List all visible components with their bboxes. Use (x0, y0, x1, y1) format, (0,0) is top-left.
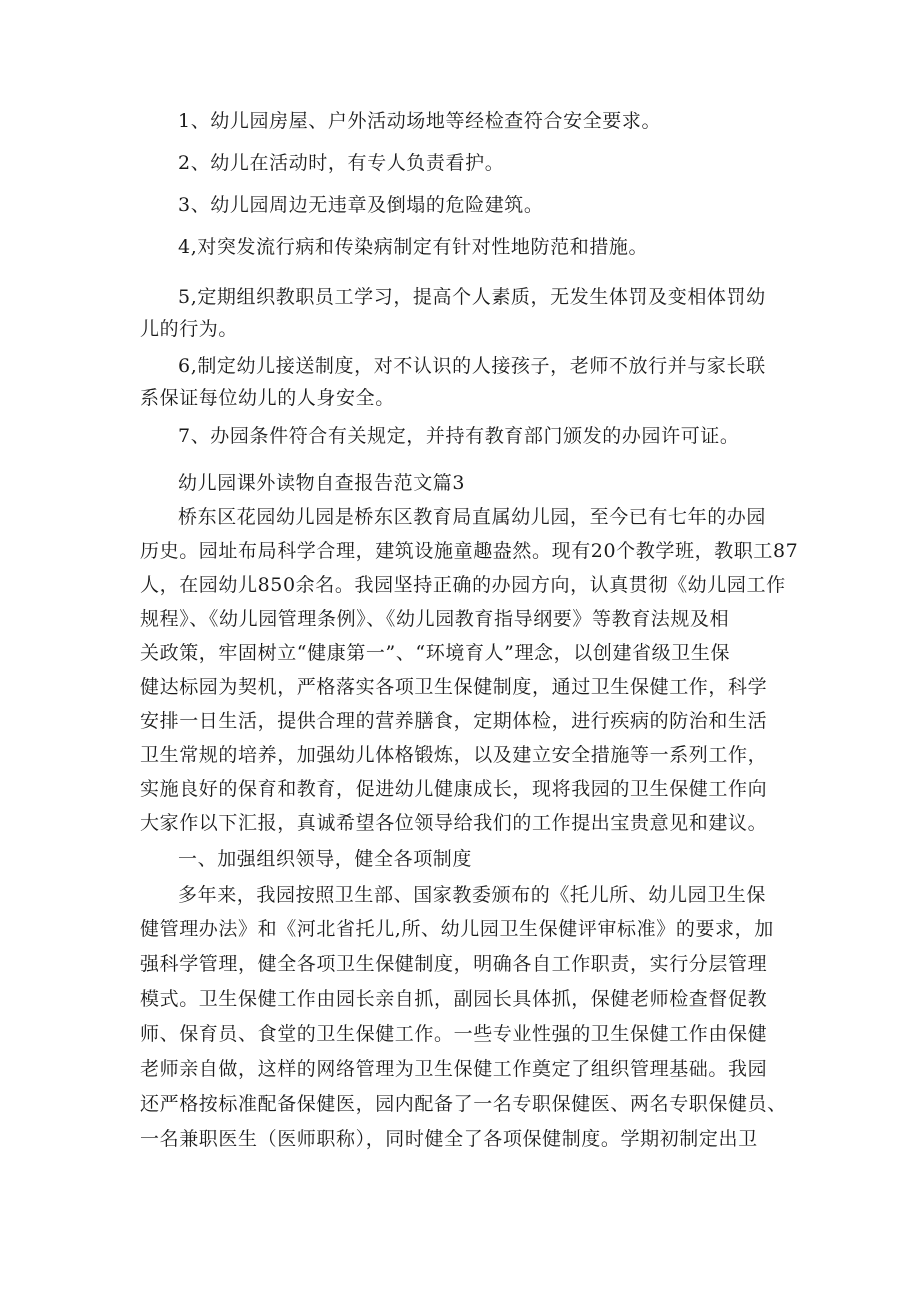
body-line-7: 还严格按标准配备保健医，园内配备了一名专职保健医、两名专职保健员、 (140, 1093, 787, 1115)
body-line-3: 强科学管理，健全各项卫生保健制度，明确各自工作职责，实行分层管理 (140, 953, 768, 975)
intro-line-9: 实施良好的保育和教育，促进幼儿健康成长，现将我园的卫生保健工作向 (140, 778, 768, 800)
body-line-6: 老师亲自做，这样的网络管理为卫生保健工作奠定了组织管理基础。我园 (140, 1058, 768, 1080)
body-line-5: 师、保育员、食堂的卫生保健工作。一些专业性强的卫生保健工作由保健 (140, 1023, 768, 1045)
list-item-1: 1、幼儿园房屋、户外活动场地等经检查符合安全要求。 (178, 110, 662, 132)
body-line-8: 一名兼职医生（医师职称），同时健全了各项保健制度。学期初制定出卫 (140, 1128, 758, 1150)
intro-line-3: 人，在园幼儿850余名。我园坚持正确的办园方向，认真贯彻《幼儿园工作 (140, 574, 786, 596)
list-item-4: 4,对突发流行病和传染病制定有针对性地防范和措施。 (178, 236, 649, 258)
list-item-2: 2、幼儿在活动时，有专人负责看护。 (178, 152, 505, 174)
list-item-6-line-1: 6,制定幼儿接送制度，对不认识的人接孩子，老师不放行并与家长联 (178, 355, 766, 377)
intro-line-8: 卫生常规的培养，加强幼儿体格锻炼，以及建立安全措施等一系列工作， (140, 744, 768, 766)
intro-line-5: 关政策，牢固树立“健康第一”、“环境育人”理念，以创建省级卫生保 (140, 642, 731, 664)
intro-line-10: 大家作以下汇报，真诚希望各位领导给我们的工作提出宝贵意见和建议。 (140, 812, 768, 834)
list-item-6-line-2: 系保证每位幼儿的人身安全。 (140, 387, 395, 409)
body-line-2: 健管理办法》和《河北省托儿,所、幼儿园卫生保健评审标准》的要求，加 (140, 918, 774, 940)
list-item-5-line-1: 5,定期组织教职员工学习，提高个人素质，无发生体罚及变相体罚幼 (178, 286, 766, 308)
intro-line-2: 历史。园址布局科学合理，建筑设施童趣盎然。现有20个教学班，教职工87 (140, 540, 799, 562)
body-line-4: 模式。卫生保健工作由园长亲自抓，副园长具体抓，保健老师检查督促教 (140, 988, 768, 1010)
subheading: 一、加强组织领导，健全各项制度 (178, 848, 473, 870)
section-title: 幼儿园课外读物自查报告范文篇3 (178, 472, 466, 494)
intro-line-6: 健达标园为契机，严格落实各项卫生保健制度，通过卫生保健工作，科学 (140, 676, 768, 698)
list-item-3: 3、幼儿园周边无违章及倒塌的危险建筑。 (178, 194, 544, 216)
body-line-1: 多年来，我园按照卫生部、国家教委颁布的《托儿所、幼儿园卫生保 (178, 884, 767, 906)
intro-line-4: 规程》、《幼儿园管理条例》、《幼儿园教育指导纲要》等教育法规及相 (140, 608, 730, 630)
list-item-7: 7、办园条件符合有关规定，并持有教育部门颁发的办园许可证。 (178, 425, 740, 447)
intro-line-7: 安排一日生活，提供合理的营养膳食，定期体检，进行疾病的防治和生活 (140, 710, 768, 732)
intro-line-1: 桥东区花园幼儿园是桥东区教育局直属幼儿园，至今已有七年的办园 (178, 506, 767, 528)
list-item-5-line-2: 儿的行为。 (140, 318, 239, 340)
